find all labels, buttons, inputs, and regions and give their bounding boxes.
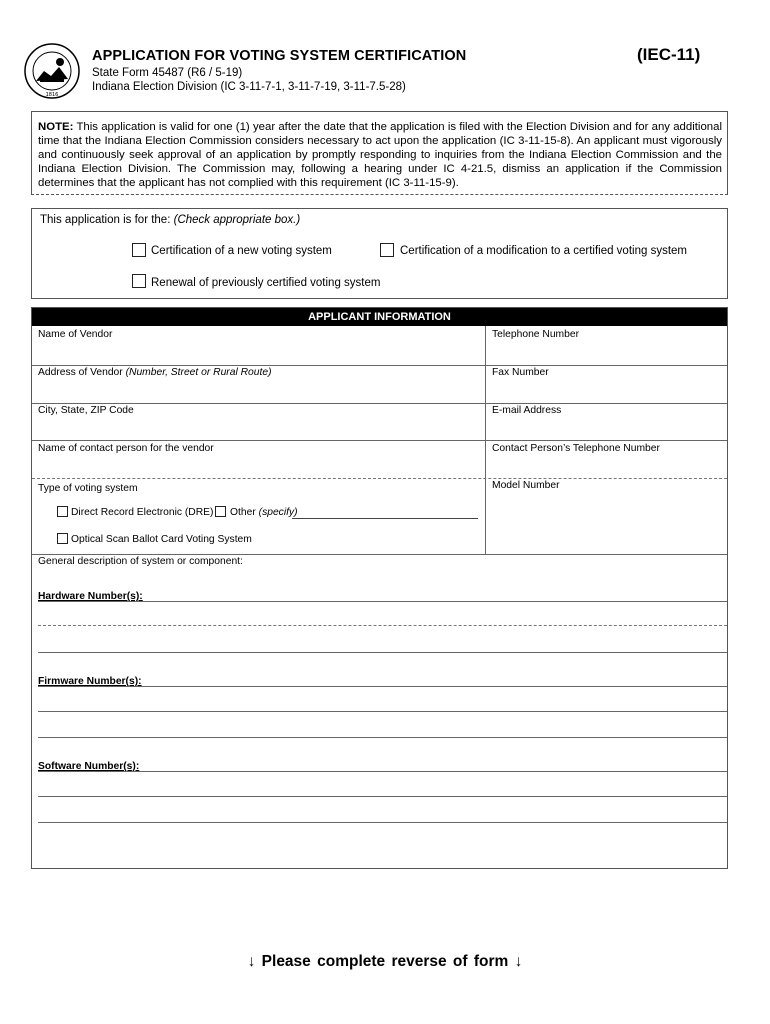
dre-label: Direct Record Electronic (DRE) — [71, 507, 214, 518]
reverse-form-text: Please complete reverse of form — [261, 953, 509, 970]
vendor-name-field[interactable]: Name of Vendor — [38, 329, 113, 340]
new-system-checkbox[interactable] — [132, 243, 146, 257]
section-header: APPLICANT INFORMATION — [32, 308, 727, 326]
other-specify-line[interactable] — [292, 518, 478, 519]
voting-system-type-label: Type of voting system — [38, 483, 138, 494]
hardware-numbers-label: Hardware Number(s): — [38, 591, 143, 602]
optical-scan-checkbox[interactable] — [57, 533, 68, 544]
divider — [32, 365, 727, 366]
new-system-label: Certification of a new voting system — [151, 245, 332, 257]
state-form-number: State Form 45487 (R6 / 5-19) — [92, 67, 243, 79]
hardware-line[interactable] — [38, 625, 727, 626]
state-seal-icon — [24, 43, 80, 99]
page-title: APPLICATION FOR VOTING SYSTEM CERTIFICATION — [92, 48, 467, 64]
dre-checkbox[interactable] — [57, 506, 68, 517]
general-description-label: General description of system or component: — [38, 556, 243, 567]
software-numbers-label: Software Number(s): — [38, 761, 140, 772]
contact-person-field[interactable]: Name of contact person for the vendor — [38, 443, 214, 454]
note-box — [31, 111, 728, 195]
note-label: NOTE: — [38, 121, 74, 133]
contact-telephone-field[interactable]: Contact Person’s Telephone Number — [492, 443, 660, 454]
form-code: (IEC-11) — [637, 45, 701, 64]
email-field[interactable]: E-mail Address — [492, 405, 562, 416]
division-citation: Indiana Election Division (IC 3-11-7-1, 3-11-7-19, 3-11-7.5-28) — [92, 81, 406, 93]
renewal-label: Renewal of previously certified voting system — [151, 277, 381, 289]
telephone-field[interactable]: Telephone Number — [492, 329, 580, 340]
hardware-line[interactable] — [38, 601, 727, 602]
svg-text:1816: 1816 — [45, 92, 59, 98]
model-number-field[interactable]: Model Number — [492, 480, 560, 491]
vendor-address-field[interactable]: Address of Vendor (Number, Street or Rural Route) — [38, 367, 272, 378]
hardware-line[interactable] — [38, 652, 727, 653]
firmware-line[interactable] — [38, 711, 727, 712]
software-line[interactable] — [38, 796, 727, 797]
optical-scan-label: Optical Scan Ballot Card Voting System — [71, 534, 252, 545]
divider — [32, 554, 727, 555]
divider — [32, 478, 727, 479]
firmware-numbers-label: Firmware Number(s): — [38, 676, 142, 687]
modification-label: Certification of a modification to a certified voting system — [400, 245, 687, 257]
modification-checkbox[interactable] — [380, 243, 394, 257]
fax-field[interactable]: Fax Number — [492, 367, 549, 378]
down-arrow-icon: ↓ — [247, 953, 256, 970]
software-line[interactable] — [38, 822, 727, 823]
renewal-checkbox[interactable] — [132, 274, 146, 288]
application-type-section — [31, 208, 728, 299]
applicant-information-section — [31, 307, 728, 869]
software-line[interactable] — [38, 771, 727, 772]
divider — [32, 403, 727, 404]
reverse-form-notice — [0, 953, 770, 971]
other-label: Other (specify) — [230, 507, 298, 518]
firmware-line[interactable] — [38, 737, 727, 738]
down-arrow-icon: ↓ — [514, 953, 523, 970]
firmware-line[interactable] — [38, 686, 727, 687]
application-type-label: This application is for the: (Check appropriate box.) — [40, 214, 301, 226]
city-state-zip-field[interactable]: City, State, ZIP Code — [38, 405, 134, 416]
note-text: This application is valid for one (1) year after the date that the application is filed with the Election Division and for any additional time that the Indiana Election Commission considers necessary to act upon the application (IC 3-11-15-8). An applicant must vigorously and continuously seek approval of an application by promptly responding to inquiries from the Indiana Election Commission and the Indiana Election Division. The Commission may, following a hearing under IC 4-21.5, dismiss an application if the Commission determines that the applicant has not complied with this requirement (IC 3-11-15-9). — [38, 121, 722, 190]
other-checkbox[interactable] — [215, 506, 226, 517]
divider — [32, 440, 727, 441]
